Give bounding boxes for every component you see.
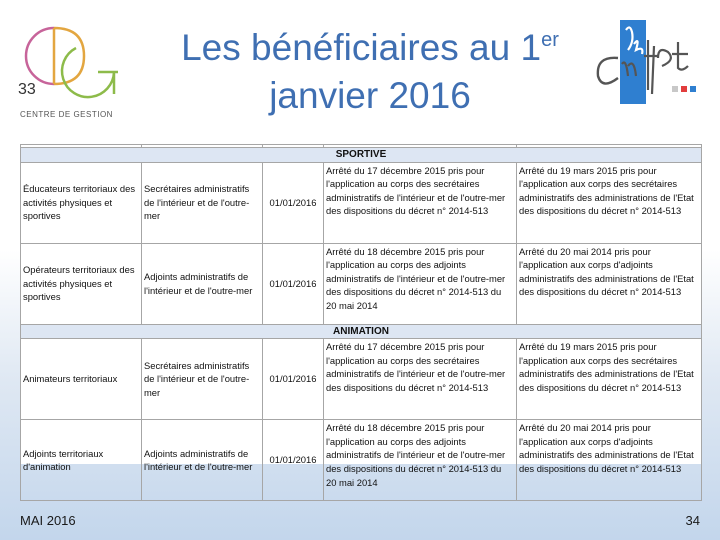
arrete-etat-cell: Arrêté du 20 mai 2014 pris pour l'application aux corps d'adjoints administratifs des administrations de l'Etat des dispositions du décret n° 2014-513	[517, 420, 702, 501]
table-row	[21, 420, 702, 501]
date-cell: 01/01/2016	[263, 339, 324, 420]
corps-cell: Secrétaires administratifs de l'intérieur et de l'outre-mer	[142, 162, 263, 243]
arrete-etat-cell: Arrêté du 19 mars 2015 pris pour l'application aux corps des secrétaires administratifs des administrations de l'Etat des dispositions du décret n° 2014-513	[517, 162, 702, 243]
section-label: SPORTIVE	[21, 148, 702, 163]
table-row	[21, 243, 702, 324]
corps-cell: Adjoints administratifs de l'intérieur et de l'outre-mer	[142, 243, 263, 324]
corps-cell: Adjoints administratifs de l'intérieur et de l'outre-mer	[142, 420, 263, 501]
date-cell: 01/01/2016	[263, 420, 324, 501]
beneficiaries-table-grid	[20, 144, 702, 501]
cdg33-logo-number: 33	[18, 81, 36, 98]
cdg33-logo-mark	[14, 14, 126, 110]
date-cell: 01/01/2016	[263, 162, 324, 243]
cadre-cell: Adjoints territoriaux d'animation	[21, 420, 142, 501]
arrete-cell: Arrêté du 18 décembre 2015 pris pour l'application au corps des adjoints administratifs de l'intérieur et de l'outre-mer des dispositions du décret n° 2014-513 du 20 mai 2014	[324, 243, 517, 324]
page-number: 34	[685, 513, 700, 528]
footer-date: MAI 2016	[20, 513, 76, 528]
section-label: ANIMATION	[21, 324, 702, 339]
title-superscript: er	[541, 29, 559, 51]
title-main: Les bénéficiaires au 1	[181, 27, 542, 68]
cnfpt-logo-mark	[592, 20, 712, 104]
cadre-cell: Opérateurs territoriaux des activités physiques et sportives	[21, 243, 142, 324]
date-cell: 01/01/2016	[263, 243, 324, 324]
title-line2: janvier 2016	[269, 75, 471, 116]
corps-cell: Secrétaires administratifs de l'intérieur et de l'outre-mer	[142, 339, 263, 420]
arrete-cell: Arrêté du 17 décembre 2015 pris pour l'application au corps des secrétaires administratifs de l'intérieur et de l'outre-mer des dispositions du décret n° 2014-513	[324, 339, 517, 420]
section-row-animation	[21, 324, 702, 339]
cadre-cell: Éducateurs territoriaux des activités physiques et sportives	[21, 162, 142, 243]
table-row	[21, 162, 702, 243]
table-row	[21, 339, 702, 420]
arrete-cell: Arrêté du 18 décembre 2015 pris pour l'application au corps des adjoints administratifs de l'intérieur et de l'outre-mer des dispositions du décret n° 2014-513 du 20 mai 2014	[324, 420, 517, 501]
section-row-sportive	[21, 148, 702, 163]
cdg33-logo	[14, 14, 126, 118]
arrete-etat-cell: Arrêté du 19 mars 2015 pris pour l'application aux corps des secrétaires administratifs des administrations de l'Etat des dispositions du décret n° 2014-513	[517, 339, 702, 420]
cdg33-logo-text: CENTRE DE GESTION	[20, 110, 113, 119]
cnfpt-logo	[592, 20, 712, 104]
cadre-cell: Animateurs territoriaux	[21, 339, 142, 420]
arrete-cell: Arrêté du 17 décembre 2015 pris pour l'application au corps des secrétaires administratifs de l'intérieur et de l'outre-mer des dispositions du décret n° 2014-513	[324, 162, 517, 243]
slide-title	[140, 16, 600, 120]
beneficiaries-table	[20, 144, 701, 488]
arrete-etat-cell: Arrêté du 20 mai 2014 pris pour l'application aux corps d'adjoints administratifs des administrations de l'Etat des dispositions du décret n° 2014-513	[517, 243, 702, 324]
